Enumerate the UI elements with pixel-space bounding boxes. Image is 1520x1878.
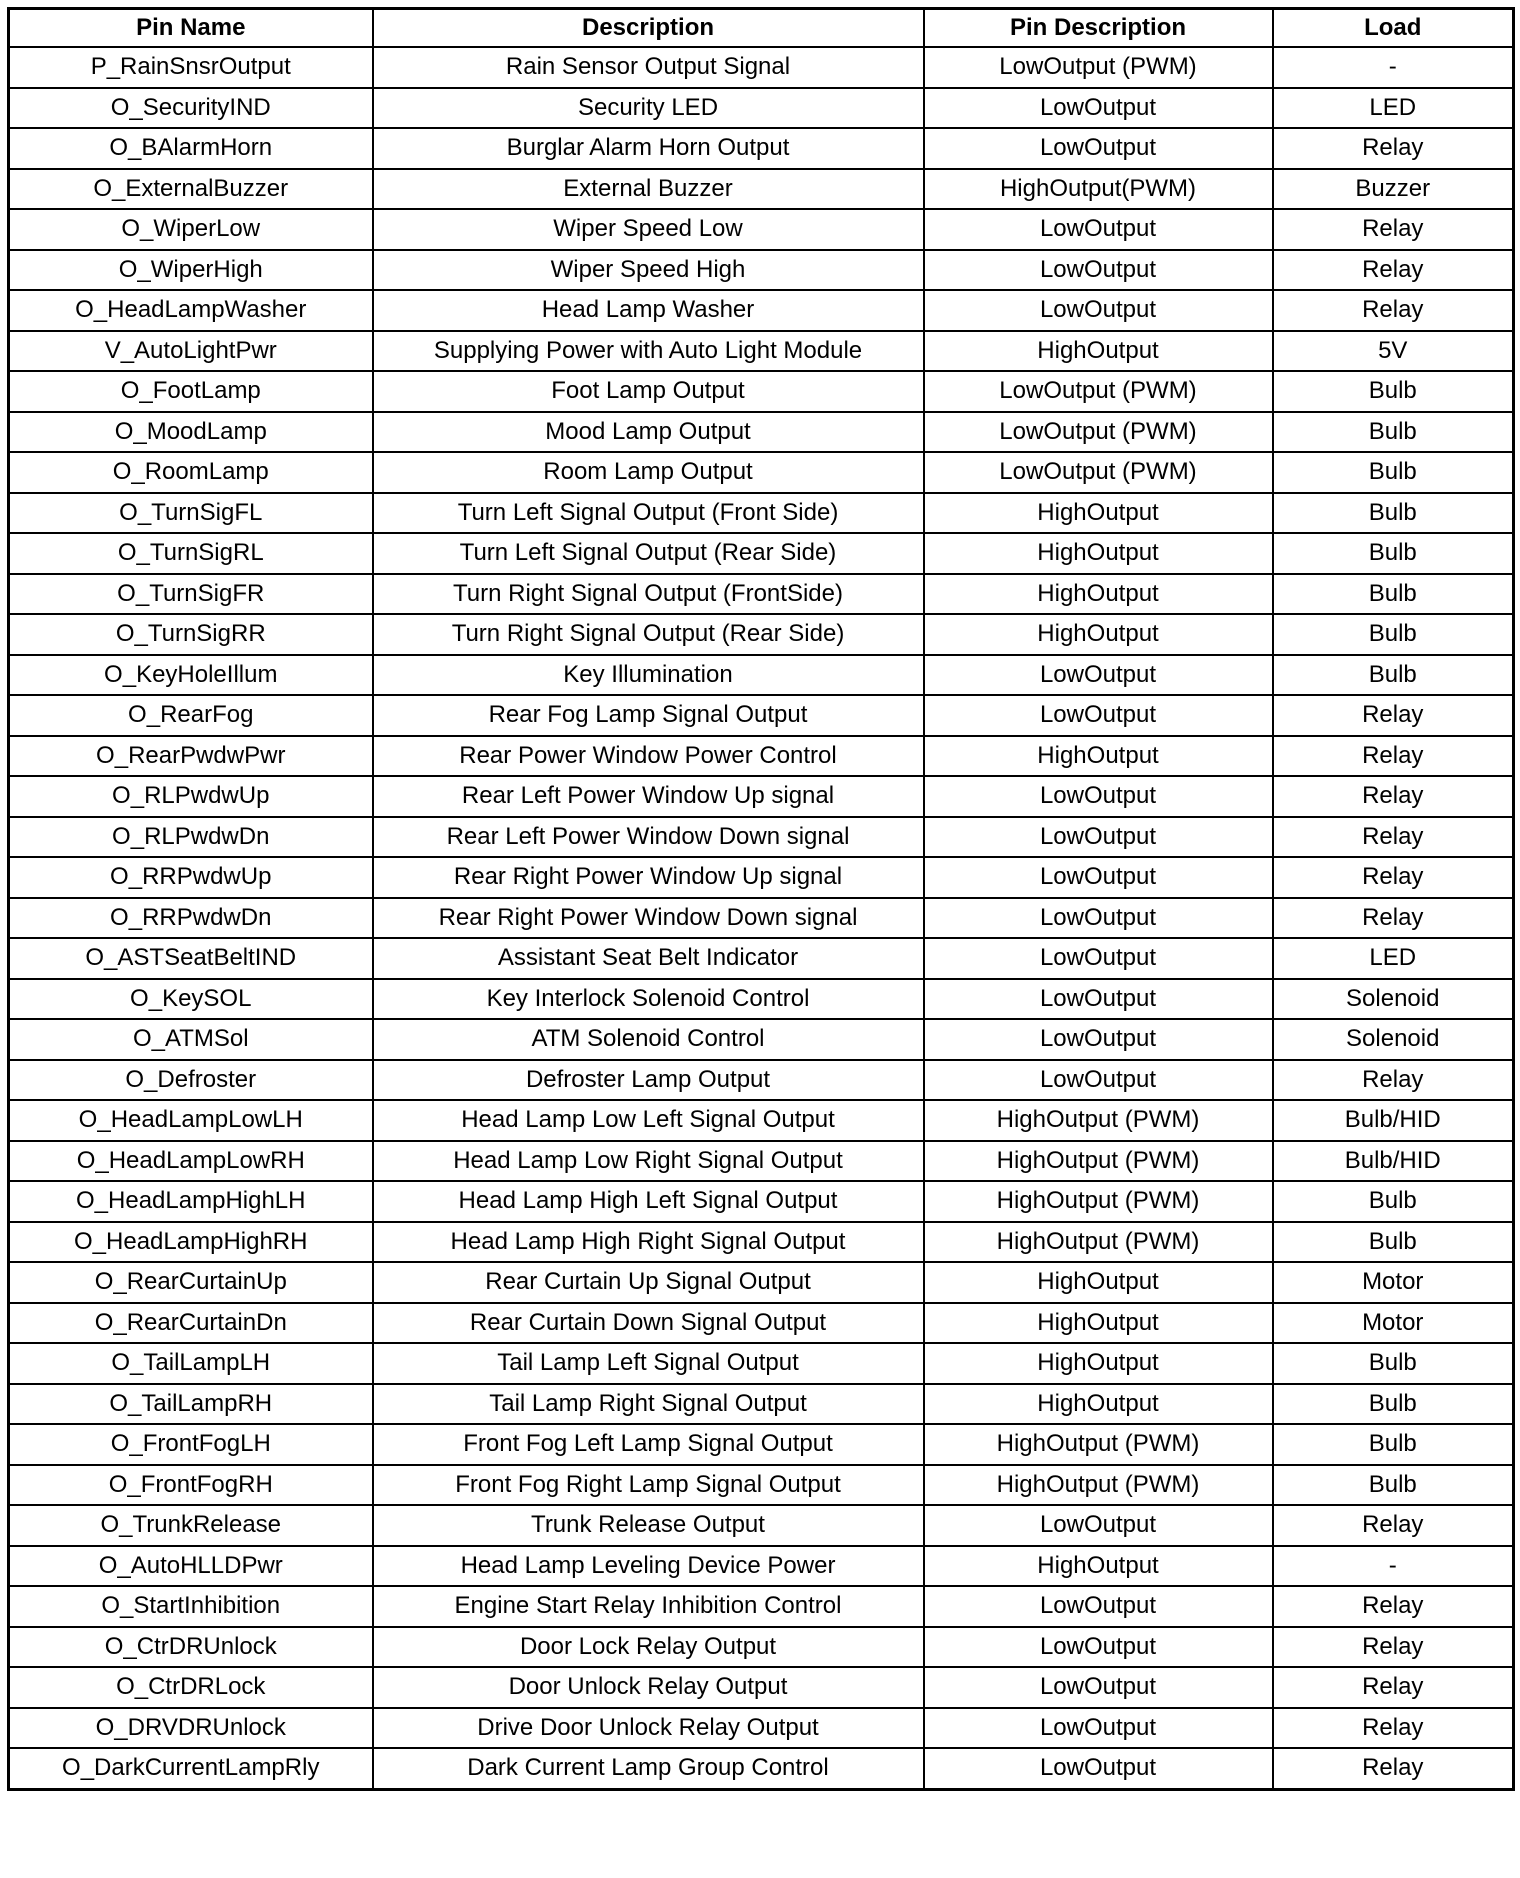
cell-pin-description: LowOutput: [924, 1627, 1273, 1668]
cell-pin-description: LowOutput: [924, 128, 1273, 169]
cell-pin-description: HighOutput: [924, 1262, 1273, 1303]
cell-description: Burglar Alarm Horn Output: [373, 128, 924, 169]
cell-load: Relay: [1273, 857, 1514, 898]
cell-load: -: [1273, 1546, 1514, 1587]
header-description: Description: [373, 9, 924, 48]
table-row: [9, 898, 1514, 939]
table-row: [9, 533, 1514, 574]
cell-load: Motor: [1273, 1303, 1514, 1344]
cell-pin-name: O_RoomLamp: [9, 452, 373, 493]
table-row: [9, 290, 1514, 331]
cell-pin-name: O_AutoHLLDPwr: [9, 1546, 373, 1587]
cell-pin-description: LowOutput: [924, 898, 1273, 939]
cell-pin-name: O_FrontFogLH: [9, 1424, 373, 1465]
cell-pin-name: O_WiperHigh: [9, 250, 373, 291]
cell-pin-name: O_HeadLampLowRH: [9, 1141, 373, 1182]
cell-description: Front Fog Left Lamp Signal Output: [373, 1424, 924, 1465]
cell-load: Relay: [1273, 290, 1514, 331]
table-row: [9, 1019, 1514, 1060]
cell-description: Foot Lamp Output: [373, 371, 924, 412]
cell-load: Bulb: [1273, 1222, 1514, 1263]
cell-pin-name: O_ATMSol: [9, 1019, 373, 1060]
cell-pin-description: HighOutput: [924, 574, 1273, 615]
cell-pin-description: HighOutput: [924, 1384, 1273, 1425]
cell-pin-name: O_RRPwdwDn: [9, 898, 373, 939]
cell-pin-description: HighOutput: [924, 614, 1273, 655]
cell-pin-name: O_HeadLampHighRH: [9, 1222, 373, 1263]
cell-pin-description: LowOutput: [924, 1060, 1273, 1101]
cell-load: Bulb: [1273, 533, 1514, 574]
cell-pin-description: LowOutput: [924, 1748, 1273, 1789]
cell-description: Assistant Seat Belt Indicator: [373, 938, 924, 979]
cell-pin-description: LowOutput: [924, 209, 1273, 250]
cell-pin-description: LowOutput: [924, 1019, 1273, 1060]
cell-pin-description: LowOutput (PWM): [924, 452, 1273, 493]
cell-pin-name: O_RearCurtainDn: [9, 1303, 373, 1344]
cell-load: Bulb: [1273, 412, 1514, 453]
cell-description: Mood Lamp Output: [373, 412, 924, 453]
cell-pin-name: O_MoodLamp: [9, 412, 373, 453]
cell-pin-name: O_HeadLampLowLH: [9, 1100, 373, 1141]
cell-description: Head Lamp Washer: [373, 290, 924, 331]
table-row: [9, 736, 1514, 777]
table-row: [9, 412, 1514, 453]
cell-pin-description: HighOutput (PWM): [924, 1465, 1273, 1506]
cell-load: Relay: [1273, 776, 1514, 817]
cell-description: Turn Right Signal Output (Rear Side): [373, 614, 924, 655]
cell-pin-description: HighOutput: [924, 533, 1273, 574]
cell-load: Bulb: [1273, 1424, 1514, 1465]
cell-pin-description: HighOutput: [924, 1546, 1273, 1587]
table-row: [9, 331, 1514, 372]
cell-pin-description: HighOutput: [924, 331, 1273, 372]
cell-pin-name: O_TurnSigRR: [9, 614, 373, 655]
cell-load: Motor: [1273, 1262, 1514, 1303]
header-row: [9, 9, 1514, 48]
cell-load: Relay: [1273, 1667, 1514, 1708]
table-row: [9, 938, 1514, 979]
table-row: [9, 452, 1514, 493]
table-row: [9, 574, 1514, 615]
cell-load: Buzzer: [1273, 169, 1514, 210]
cell-pin-name: O_WiperLow: [9, 209, 373, 250]
cell-load: -: [1273, 47, 1514, 88]
cell-pin-name: O_DRVDRUnlock: [9, 1708, 373, 1749]
cell-pin-description: HighOutput (PWM): [924, 1424, 1273, 1465]
cell-pin-description: HighOutput: [924, 1303, 1273, 1344]
cell-pin-description: LowOutput: [924, 695, 1273, 736]
cell-pin-name: O_CtrDRUnlock: [9, 1627, 373, 1668]
cell-pin-name: V_AutoLightPwr: [9, 331, 373, 372]
cell-description: Defroster Lamp Output: [373, 1060, 924, 1101]
cell-pin-description: HighOutput (PWM): [924, 1222, 1273, 1263]
cell-pin-name: O_KeyHoleIllum: [9, 655, 373, 696]
cell-description: Rear Fog Lamp Signal Output: [373, 695, 924, 736]
cell-pin-name: O_RearFog: [9, 695, 373, 736]
cell-description: Turn Left Signal Output (Rear Side): [373, 533, 924, 574]
table-row: [9, 1465, 1514, 1506]
cell-pin-description: LowOutput: [924, 88, 1273, 129]
cell-load: Relay: [1273, 695, 1514, 736]
cell-description: Head Lamp Leveling Device Power: [373, 1546, 924, 1587]
cell-pin-description: LowOutput: [924, 290, 1273, 331]
table-header: [9, 9, 1514, 48]
cell-pin-name: O_TurnSigRL: [9, 533, 373, 574]
table-row: [9, 1303, 1514, 1344]
cell-load: Solenoid: [1273, 979, 1514, 1020]
table-row: [9, 1748, 1514, 1789]
cell-pin-name: O_ExternalBuzzer: [9, 169, 373, 210]
cell-description: Rear Right Power Window Up signal: [373, 857, 924, 898]
cell-pin-name: O_TurnSigFL: [9, 493, 373, 534]
cell-load: Relay: [1273, 1627, 1514, 1668]
cell-pin-name: O_TrunkRelease: [9, 1505, 373, 1546]
cell-description: ATM Solenoid Control: [373, 1019, 924, 1060]
table-row: [9, 1262, 1514, 1303]
cell-pin-name: O_StartInhibition: [9, 1586, 373, 1627]
cell-pin-name: O_HeadLampWasher: [9, 290, 373, 331]
cell-description: Door Unlock Relay Output: [373, 1667, 924, 1708]
cell-description: Rear Right Power Window Down signal: [373, 898, 924, 939]
cell-description: Wiper Speed Low: [373, 209, 924, 250]
table-row: [9, 1222, 1514, 1263]
table-row: [9, 1667, 1514, 1708]
cell-description: Door Lock Relay Output: [373, 1627, 924, 1668]
table-row: [9, 1060, 1514, 1101]
pin-table: [7, 7, 1515, 1791]
cell-load: Relay: [1273, 209, 1514, 250]
cell-description: Front Fog Right Lamp Signal Output: [373, 1465, 924, 1506]
cell-pin-name: O_Defroster: [9, 1060, 373, 1101]
table-row: [9, 250, 1514, 291]
cell-pin-name: O_FootLamp: [9, 371, 373, 412]
cell-description: Rear Curtain Down Signal Output: [373, 1303, 924, 1344]
cell-load: Relay: [1273, 250, 1514, 291]
cell-pin-name: O_DarkCurrentLampRly: [9, 1748, 373, 1789]
cell-pin-description: LowOutput: [924, 857, 1273, 898]
cell-pin-name: O_RearCurtainUp: [9, 1262, 373, 1303]
table-row: [9, 1181, 1514, 1222]
cell-description: Turn Right Signal Output (FrontSide): [373, 574, 924, 615]
cell-description: Rear Left Power Window Down signal: [373, 817, 924, 858]
table-row: [9, 169, 1514, 210]
cell-pin-description: LowOutput: [924, 938, 1273, 979]
table-row: [9, 88, 1514, 129]
header-load: Load: [1273, 9, 1514, 48]
cell-description: Rear Curtain Up Signal Output: [373, 1262, 924, 1303]
cell-load: Bulb: [1273, 493, 1514, 534]
cell-description: Trunk Release Output: [373, 1505, 924, 1546]
cell-pin-name: O_RearPwdwPwr: [9, 736, 373, 777]
cell-pin-description: LowOutput (PWM): [924, 47, 1273, 88]
cell-pin-description: HighOutput (PWM): [924, 1141, 1273, 1182]
table-row: [9, 1424, 1514, 1465]
cell-pin-name: O_RLPwdwUp: [9, 776, 373, 817]
cell-pin-name: O_RLPwdwDn: [9, 817, 373, 858]
cell-description: Tail Lamp Right Signal Output: [373, 1384, 924, 1425]
table-row: [9, 128, 1514, 169]
cell-pin-description: LowOutput: [924, 979, 1273, 1020]
cell-pin-description: LowOutput: [924, 1505, 1273, 1546]
cell-description: Supplying Power with Auto Light Module: [373, 331, 924, 372]
cell-load: Relay: [1273, 1505, 1514, 1546]
cell-description: Head Lamp High Right Signal Output: [373, 1222, 924, 1263]
table-row: [9, 695, 1514, 736]
cell-pin-description: HighOutput (PWM): [924, 1181, 1273, 1222]
cell-pin-name: O_TailLampLH: [9, 1343, 373, 1384]
cell-load: Bulb/HID: [1273, 1141, 1514, 1182]
cell-load: Bulb: [1273, 614, 1514, 655]
cell-pin-name: O_FrontFogRH: [9, 1465, 373, 1506]
cell-pin-name: O_BAlarmHorn: [9, 128, 373, 169]
cell-description: Rain Sensor Output Signal: [373, 47, 924, 88]
cell-pin-description: HighOutput: [924, 736, 1273, 777]
cell-description: Rear Left Power Window Up signal: [373, 776, 924, 817]
cell-pin-name: O_TailLampRH: [9, 1384, 373, 1425]
cell-load: Bulb: [1273, 1343, 1514, 1384]
cell-description: Head Lamp Low Right Signal Output: [373, 1141, 924, 1182]
cell-description: Tail Lamp Left Signal Output: [373, 1343, 924, 1384]
table-row: [9, 209, 1514, 250]
cell-load: Bulb/HID: [1273, 1100, 1514, 1141]
cell-description: Security LED: [373, 88, 924, 129]
cell-load: Relay: [1273, 1586, 1514, 1627]
cell-load: Bulb: [1273, 371, 1514, 412]
cell-pin-description: LowOutput: [924, 1708, 1273, 1749]
cell-description: Head Lamp Low Left Signal Output: [373, 1100, 924, 1141]
cell-pin-description: LowOutput: [924, 817, 1273, 858]
cell-load: Relay: [1273, 1060, 1514, 1101]
cell-load: Relay: [1273, 736, 1514, 777]
cell-pin-name: O_SecurityIND: [9, 88, 373, 129]
cell-pin-name: O_KeySOL: [9, 979, 373, 1020]
cell-pin-description: LowOutput (PWM): [924, 371, 1273, 412]
table-row: [9, 1586, 1514, 1627]
cell-load: Solenoid: [1273, 1019, 1514, 1060]
table-row: [9, 1627, 1514, 1668]
table-row: [9, 857, 1514, 898]
cell-pin-name: P_RainSnsrOutput: [9, 47, 373, 88]
cell-pin-description: HighOutput(PWM): [924, 169, 1273, 210]
table-row: [9, 1546, 1514, 1587]
cell-pin-description: LowOutput: [924, 1586, 1273, 1627]
cell-load: Bulb: [1273, 655, 1514, 696]
cell-load: Bulb: [1273, 574, 1514, 615]
table-row: [9, 493, 1514, 534]
cell-load: Relay: [1273, 1708, 1514, 1749]
cell-pin-description: LowOutput: [924, 1667, 1273, 1708]
table-row: [9, 371, 1514, 412]
table-row: [9, 1100, 1514, 1141]
table-row: [9, 1708, 1514, 1749]
cell-load: LED: [1273, 938, 1514, 979]
header-pin-description: Pin Description: [924, 9, 1273, 48]
cell-pin-description: LowOutput: [924, 776, 1273, 817]
cell-description: Rear Power Window Power Control: [373, 736, 924, 777]
cell-load: Bulb: [1273, 452, 1514, 493]
cell-description: Key Illumination: [373, 655, 924, 696]
cell-description: Dark Current Lamp Group Control: [373, 1748, 924, 1789]
table-body: [9, 47, 1514, 1789]
table-row: [9, 1141, 1514, 1182]
table-row: [9, 1343, 1514, 1384]
cell-load: Relay: [1273, 898, 1514, 939]
cell-pin-description: HighOutput (PWM): [924, 1100, 1273, 1141]
table-row: [9, 979, 1514, 1020]
cell-description: Key Interlock Solenoid Control: [373, 979, 924, 1020]
cell-description: Wiper Speed High: [373, 250, 924, 291]
cell-pin-name: O_RRPwdwUp: [9, 857, 373, 898]
header-pin-name: Pin Name: [9, 9, 373, 48]
cell-load: Bulb: [1273, 1384, 1514, 1425]
cell-pin-description: LowOutput (PWM): [924, 412, 1273, 453]
table-row: [9, 1384, 1514, 1425]
cell-pin-description: HighOutput: [924, 1343, 1273, 1384]
cell-description: Drive Door Unlock Relay Output: [373, 1708, 924, 1749]
cell-load: Bulb: [1273, 1465, 1514, 1506]
cell-load: 5V: [1273, 331, 1514, 372]
cell-pin-description: LowOutput: [924, 250, 1273, 291]
table-row: [9, 817, 1514, 858]
cell-pin-name: O_TurnSigFR: [9, 574, 373, 615]
cell-load: Relay: [1273, 1748, 1514, 1789]
cell-pin-name: O_ASTSeatBeltIND: [9, 938, 373, 979]
table-row: [9, 776, 1514, 817]
cell-description: Room Lamp Output: [373, 452, 924, 493]
cell-description: External Buzzer: [373, 169, 924, 210]
table-row: [9, 47, 1514, 88]
table-row: [9, 1505, 1514, 1546]
cell-load: Bulb: [1273, 1181, 1514, 1222]
table-row: [9, 655, 1514, 696]
cell-pin-description: HighOutput: [924, 493, 1273, 534]
cell-load: LED: [1273, 88, 1514, 129]
cell-description: Turn Left Signal Output (Front Side): [373, 493, 924, 534]
cell-load: Relay: [1273, 128, 1514, 169]
cell-pin-name: O_HeadLampHighLH: [9, 1181, 373, 1222]
cell-description: Engine Start Relay Inhibition Control: [373, 1586, 924, 1627]
cell-pin-description: LowOutput: [924, 655, 1273, 696]
table-row: [9, 614, 1514, 655]
cell-description: Head Lamp High Left Signal Output: [373, 1181, 924, 1222]
cell-load: Relay: [1273, 817, 1514, 858]
cell-pin-name: O_CtrDRLock: [9, 1667, 373, 1708]
